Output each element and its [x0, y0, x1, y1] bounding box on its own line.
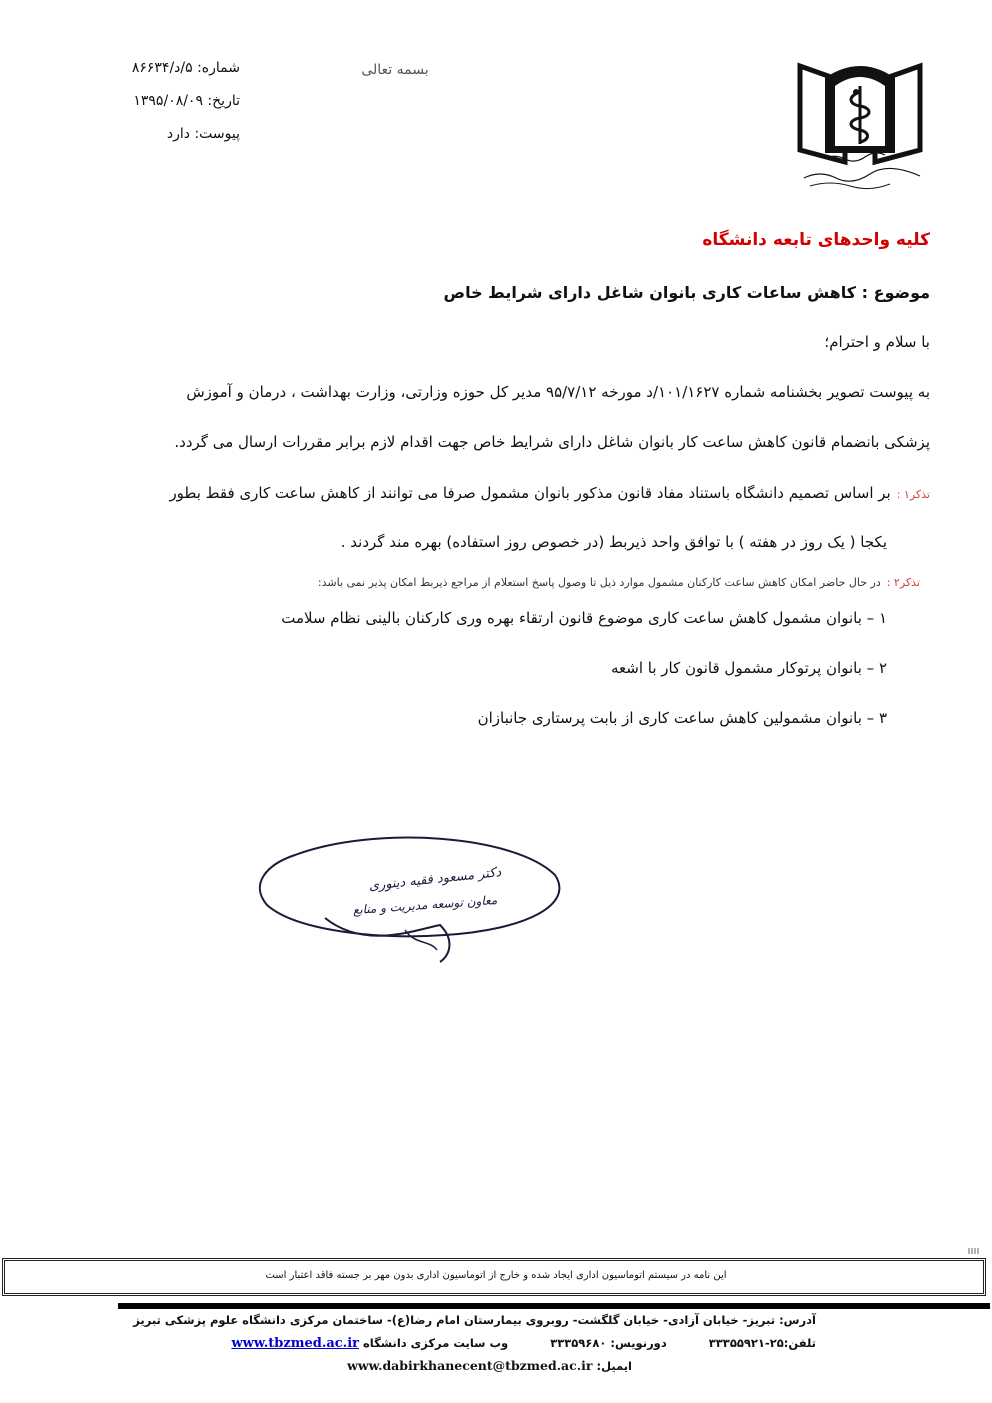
- basmala: بسمه تعالی: [361, 62, 429, 78]
- footer-phone: تلفن:۲۵-۳۳۳۵۵۹۲۱: [708, 1336, 816, 1350]
- disclaimer-text: این نامه در سیستم اتوماسیون اداری ایجاد شده و خارج از اتوماسیون اداری بدون مهر بر جسته فاقد اعتبار است: [265, 1270, 727, 1281]
- letter-date-value: ۱۳۹۵/۰۸/۰۹: [133, 93, 203, 109]
- subject-text: کاهش ساعات کاری بانوان شاغل دارای شرایط خاص: [443, 283, 857, 302]
- letter-number-label: شماره:: [197, 60, 240, 76]
- footer-address: آدرس: تبریز- خیابان آزادی- خیابان گلگشت- روبروی بیمارستان امام رضا(ع)- ساختمان مرکزی دانشگاه علوم پزشکی تبریز: [133, 1313, 816, 1327]
- note-2-text: در حال حاضر امکان کاهش ساعت کارکنان مشمول موارد ذیل تا وصول پاسخ استعلام از مراجع ذیربط امکان پذیر نمی باشد:: [317, 576, 881, 589]
- note-2-label: تذکر۲ :: [886, 576, 920, 589]
- email-address[interactable]: www.dabirkhanecent@tbzmed.ac.ir: [347, 1358, 593, 1373]
- note-2: [60, 576, 920, 589]
- body-line: پزشکی بانضمام قانون کاهش ساعت کار بانوان شاغل دارای شرایط خاص جهت اقدام لازم برابر مقررات ارسال می گردد.: [174, 433, 930, 451]
- list-item: ۳ – بانوان مشمولین کاهش ساعت کاری از بابت پرستاری جانبازان: [477, 709, 887, 727]
- letter-number: [70, 60, 240, 77]
- subject-label: موضوع :: [861, 283, 930, 302]
- note-1-label: تذکر۱ :: [896, 488, 930, 501]
- letter-attachment-label: پیوست:: [194, 126, 240, 142]
- footer-divider: [118, 1303, 990, 1309]
- greeting: با سلام و احترام؛: [824, 333, 930, 351]
- footer-contact: [231, 1336, 816, 1351]
- letter-date-label: تاریخ:: [207, 93, 240, 109]
- note-1: [60, 484, 930, 504]
- subject-line: [444, 283, 930, 302]
- signature: [255, 830, 575, 970]
- letter-date: [70, 93, 240, 110]
- footer-fax: دورنویس: ۳۳۳۵۹۶۸۰: [550, 1336, 667, 1350]
- note-1-continued: یکجا ( یک روز در هفته ) با توافق واحد ذیربط (در خصوص روز استفاده) بهره مند گردند .: [340, 533, 887, 551]
- signature-name: دکتر مسعود فقیه دینوری: [368, 865, 502, 894]
- letter-attachment-value: دارد: [166, 126, 190, 142]
- list-item: ۲ – بانوان پرتوکار مشمول قانون کار با اشعه: [610, 659, 887, 677]
- note-1-text: بر اساس تصمیم دانشگاه باستناد مفاد قانون مذکور بانوان مشمول صرفا می توانند از کاهش ساعت کاری فقط بطور: [169, 484, 891, 502]
- body-line: به پیوست تصویر بخشنامه شماره ۱۰۱/۱۶۲۷/د مورخه ۹۵/۷/۱۲ مدیر کل حوزه وزارتی، وزارت بهداشت ، درمان و آموزش: [186, 383, 930, 401]
- university-logo: [790, 58, 930, 198]
- letter-number-value: ۵/د/۸۶۶۳۴: [131, 60, 193, 76]
- recipient: کلیه واحدهای تابعه دانشگاه: [702, 230, 930, 250]
- website-link[interactable]: www.tbzmed.ac.ir: [231, 1336, 359, 1351]
- footer-email-label: ایمیل:: [596, 1359, 632, 1373]
- footer-website-label: وب سایت مرکزی دانشگاه: [363, 1336, 509, 1350]
- scan-mark-icon: [968, 1247, 980, 1255]
- signature-title: معاون توسعه مدیریت و منابع: [352, 892, 498, 918]
- footer-email: [347, 1358, 632, 1373]
- list-item: ۱ – بانوان مشمول کاهش ساعت کاری موضوع قانون ارتقاء بهره وری کارکنان بالینی نظام سلامت: [281, 609, 887, 627]
- letter-attachment: [70, 126, 240, 143]
